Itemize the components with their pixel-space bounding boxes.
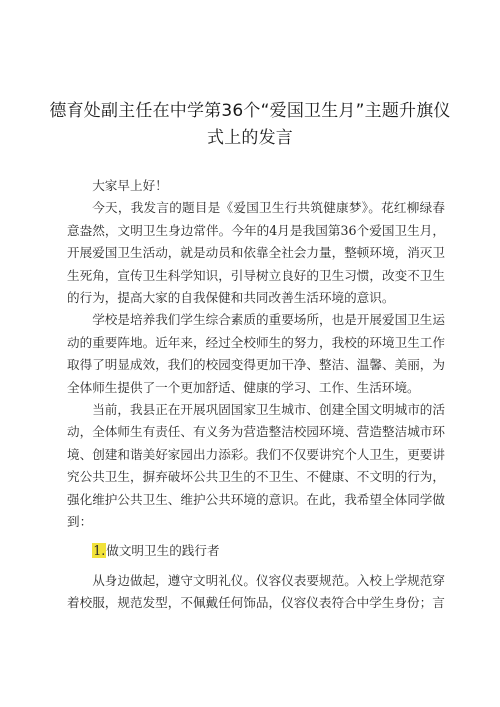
paragraph-4: 从身边做起，遵守文明礼仪。仪容仪表要规范。入校上学规范穿着校服，规范发型，不佩戴任何饰品，仪容仪表符合中学生身份；言 [67, 572, 445, 611]
greeting: 大家早上好！ [92, 178, 168, 193]
section-heading [67, 540, 445, 562]
document-title-line2: 式上的发言 [207, 128, 293, 148]
paragraph-2: 学校是培养我们学生综合素质的重要场所，也是开展爱国卫生运动的重要阵地。近年来，经过全校师生的努力，我校的环境卫生工作取得了明显成效，我们的校园变得更加干净、整洁、温馨、美丽，为全体师生提供了一个更加舒适、健康的学习、工作、生活环境。 [67, 312, 445, 395]
paragraph-1: 今天，我发言的题目是《爱国卫生行共筑健康梦》。花红柳绿春意盎然，文明卫生身边常伴。今年的4月是我国第36个爱国卫生月，开展爱国卫生活动，就是动员和依靠全社会力量，整顿环境，消灭卫生死角，宣传卫生科学知识，引导树立良好的卫生习惯，改变不卫生的行为，提高大家的自我保健和共同改善生活环境的意识。 [67, 200, 445, 306]
section-number-highlight: 1. [93, 542, 106, 558]
document-title-line1: 德育处副主任在中学第36个“爱国卫生月”主题升旗仪 [49, 101, 451, 121]
section-title: 做文明卫生的践行者 [106, 542, 220, 558]
paragraph-3: 当前，我县正在开展巩固国家卫生城市、创建全国文明城市的活动，全体师生有责任、有义务为营造整洁校园环境、营造整洁城市环境、创建和谐美好家园出力添彩。我们不仅要讲究个人卫生，更要讲究公共卫生，摒弃破坏公共卫生的不卫生、不健康、不文明的行为，强化维护公共卫生、维护公共环境的意识。在此，我希望全体同学做到： [67, 402, 445, 530]
document-body [67, 175, 445, 615]
